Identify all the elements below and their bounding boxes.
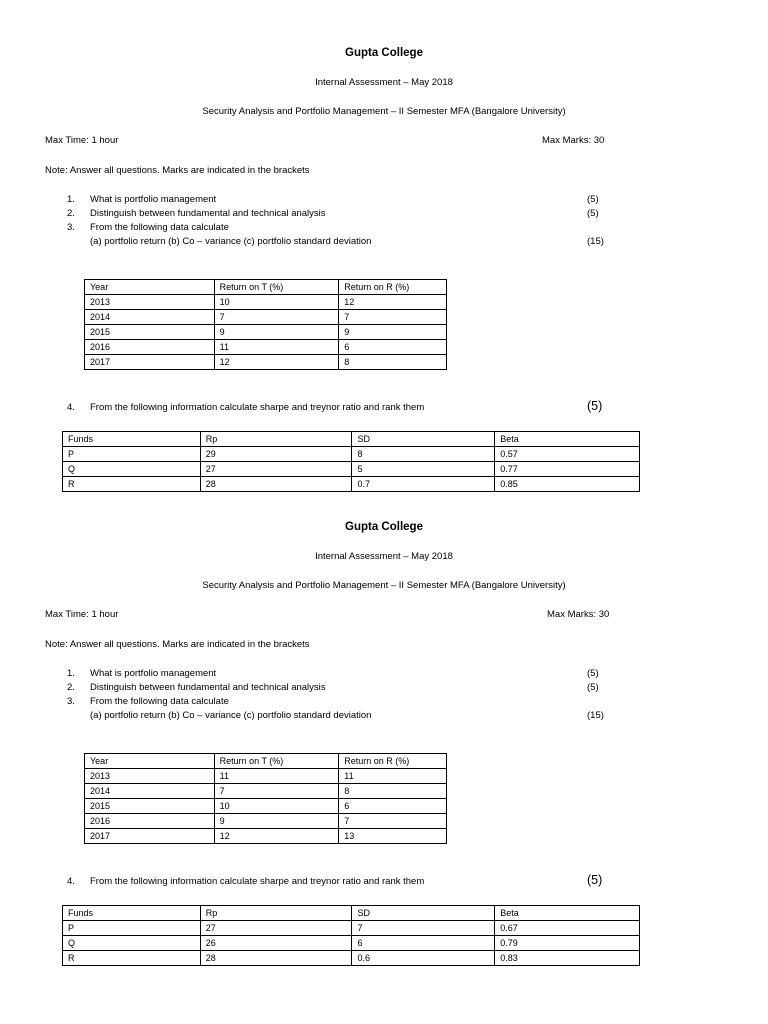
- college-title: Gupta College: [345, 521, 423, 533]
- table-header-row: [85, 280, 447, 295]
- table-cell: 9: [339, 325, 447, 340]
- table-row: [85, 769, 447, 784]
- table-cell: 27: [200, 462, 352, 477]
- table-header-cell: Beta: [495, 906, 640, 921]
- table-row: [85, 814, 447, 829]
- table-cell: P: [63, 921, 201, 936]
- table-cell: Q: [63, 936, 201, 951]
- table-cell: 2015: [85, 325, 215, 340]
- table-row: [85, 325, 447, 340]
- table-cell: 11: [214, 769, 339, 784]
- question-text: Distinguish between fundamental and technical analysis: [90, 208, 326, 219]
- table-cell: 0.67: [495, 921, 640, 936]
- table-header-cell: Rp: [200, 432, 352, 447]
- table-header-cell: Funds: [63, 432, 201, 447]
- table-header-cell: Return on R (%): [339, 754, 447, 769]
- table-cell: 6: [339, 799, 447, 814]
- table-cell: 7: [352, 921, 495, 936]
- table-cell: 2016: [85, 814, 215, 829]
- table-cell: 0.79: [495, 936, 640, 951]
- question-text: From the following information calculate sharpe and treynor ratio and rank them: [90, 402, 425, 413]
- table-row: [85, 799, 447, 814]
- question-paper-2: [0, 474, 768, 963]
- question-text: From the following data calculate: [90, 222, 229, 233]
- table-row: [85, 829, 447, 844]
- table-cell: 29: [200, 447, 352, 462]
- table-cell: 0.83: [495, 951, 640, 966]
- max-time: Max Time: 1 hour: [45, 609, 119, 620]
- assessment-title: Internal Assessment – May 2018: [315, 77, 453, 88]
- table-header-cell: Return on T (%): [214, 754, 339, 769]
- table-cell: 8: [352, 447, 495, 462]
- question-text: What is portfolio management: [90, 668, 217, 679]
- table-cell: 12: [339, 295, 447, 310]
- table-header-cell: Year: [85, 280, 215, 295]
- table-cell: 9: [214, 325, 339, 340]
- table-cell: 2015: [85, 799, 215, 814]
- question-paper-1: [0, 0, 768, 489]
- table-header-row: [63, 432, 640, 447]
- table-cell: 13: [339, 829, 447, 844]
- question-text: Distinguish between fundamental and technical analysis: [90, 682, 326, 693]
- table-cell: 0.6: [352, 951, 495, 966]
- table-cell: 10: [214, 295, 339, 310]
- question-number: 2.: [67, 208, 75, 219]
- question-text: From the following information calculate sharpe and treynor ratio and rank them: [90, 876, 425, 887]
- table-cell: 11: [339, 769, 447, 784]
- course-title: Security Analysis and Portfolio Management – II Semester MFA (Bangalore University): [202, 580, 566, 591]
- funds-table: [62, 905, 640, 966]
- table-row: [85, 310, 447, 325]
- table-cell: 2013: [85, 295, 215, 310]
- returns-table: [84, 279, 447, 370]
- table-header-row: [85, 754, 447, 769]
- question-marks: (5): [587, 399, 603, 413]
- question-marks: (15): [587, 710, 604, 721]
- table-cell: 12: [214, 355, 339, 370]
- table-cell: 7: [214, 310, 339, 325]
- question-subparts: (a) portfolio return (b) Co – variance (c) portfolio standard deviation: [90, 236, 372, 247]
- table-cell: 7: [214, 784, 339, 799]
- table-row: [63, 951, 640, 966]
- table-header-cell: Year: [85, 754, 215, 769]
- table-row: [85, 784, 447, 799]
- table-row: [85, 355, 447, 370]
- table-cell: 7: [339, 814, 447, 829]
- table-header-cell: Funds: [63, 906, 201, 921]
- table-cell: 2017: [85, 829, 215, 844]
- question-marks: (5): [587, 194, 599, 205]
- course-title: Security Analysis and Portfolio Management – II Semester MFA (Bangalore University): [202, 106, 566, 117]
- table-cell: 8: [339, 784, 447, 799]
- table-cell: 6: [352, 936, 495, 951]
- question-number: 3.: [67, 696, 75, 707]
- table-cell: 28: [200, 477, 352, 492]
- assessment-title: Internal Assessment – May 2018: [315, 551, 453, 562]
- table-cell: 0.77: [495, 462, 640, 477]
- question-marks: (5): [587, 208, 599, 219]
- question-number: 1.: [67, 668, 75, 679]
- table-cell: 2013: [85, 769, 215, 784]
- question-subparts: (a) portfolio return (b) Co – variance (c) portfolio standard deviation: [90, 710, 372, 721]
- question-number: 2.: [67, 682, 75, 693]
- returns-table: [84, 753, 447, 844]
- table-cell: 10: [214, 799, 339, 814]
- question-number: 1.: [67, 194, 75, 205]
- instructions-note: Note: Answer all questions. Marks are indicated in the brackets: [45, 165, 310, 176]
- question-marks: (5): [587, 873, 603, 887]
- table-cell: R: [63, 477, 201, 492]
- table-cell: P: [63, 447, 201, 462]
- max-marks: Max Marks: 30: [542, 135, 605, 146]
- table-cell: 2017: [85, 355, 215, 370]
- table-cell: 0.7: [352, 477, 495, 492]
- table-cell: R: [63, 951, 201, 966]
- table-cell: Q: [63, 462, 201, 477]
- question-marks: (5): [587, 668, 599, 679]
- table-header-cell: Return on T (%): [214, 280, 339, 295]
- table-cell: 5: [352, 462, 495, 477]
- question-marks: (5): [587, 682, 599, 693]
- table-header-cell: Beta: [495, 432, 640, 447]
- table-row: [85, 340, 447, 355]
- table-cell: 2016: [85, 340, 215, 355]
- question-text: What is portfolio management: [90, 194, 217, 205]
- table-cell: 6: [339, 340, 447, 355]
- table-cell: 28: [200, 951, 352, 966]
- table-cell: 0.57: [495, 447, 640, 462]
- table-cell: 8: [339, 355, 447, 370]
- table-row: [63, 936, 640, 951]
- table-cell: 2014: [85, 310, 215, 325]
- table-cell: 0.85: [495, 477, 640, 492]
- table-cell: 9: [214, 814, 339, 829]
- question-marks: (15): [587, 236, 604, 247]
- college-title: Gupta College: [345, 47, 423, 59]
- table-cell: 12: [214, 829, 339, 844]
- question-text: From the following data calculate: [90, 696, 229, 707]
- table-cell: 11: [214, 340, 339, 355]
- table-row: [63, 447, 640, 462]
- table-row: [63, 921, 640, 936]
- max-marks: Max Marks: 30: [547, 609, 610, 620]
- table-cell: 26: [200, 936, 352, 951]
- table-cell: 2014: [85, 784, 215, 799]
- table-row: [85, 295, 447, 310]
- question-number: 4.: [67, 876, 75, 887]
- instructions-note: Note: Answer all questions. Marks are indicated in the brackets: [45, 639, 310, 650]
- question-number: 4.: [67, 402, 75, 413]
- table-header-cell: SD: [352, 906, 495, 921]
- table-cell: 7: [339, 310, 447, 325]
- table-header-row: [63, 906, 640, 921]
- table-cell: 27: [200, 921, 352, 936]
- table-header-cell: Rp: [200, 906, 352, 921]
- table-header-cell: SD: [352, 432, 495, 447]
- question-number: 3.: [67, 222, 75, 233]
- table-header-cell: Return on R (%): [339, 280, 447, 295]
- max-time: Max Time: 1 hour: [45, 135, 119, 146]
